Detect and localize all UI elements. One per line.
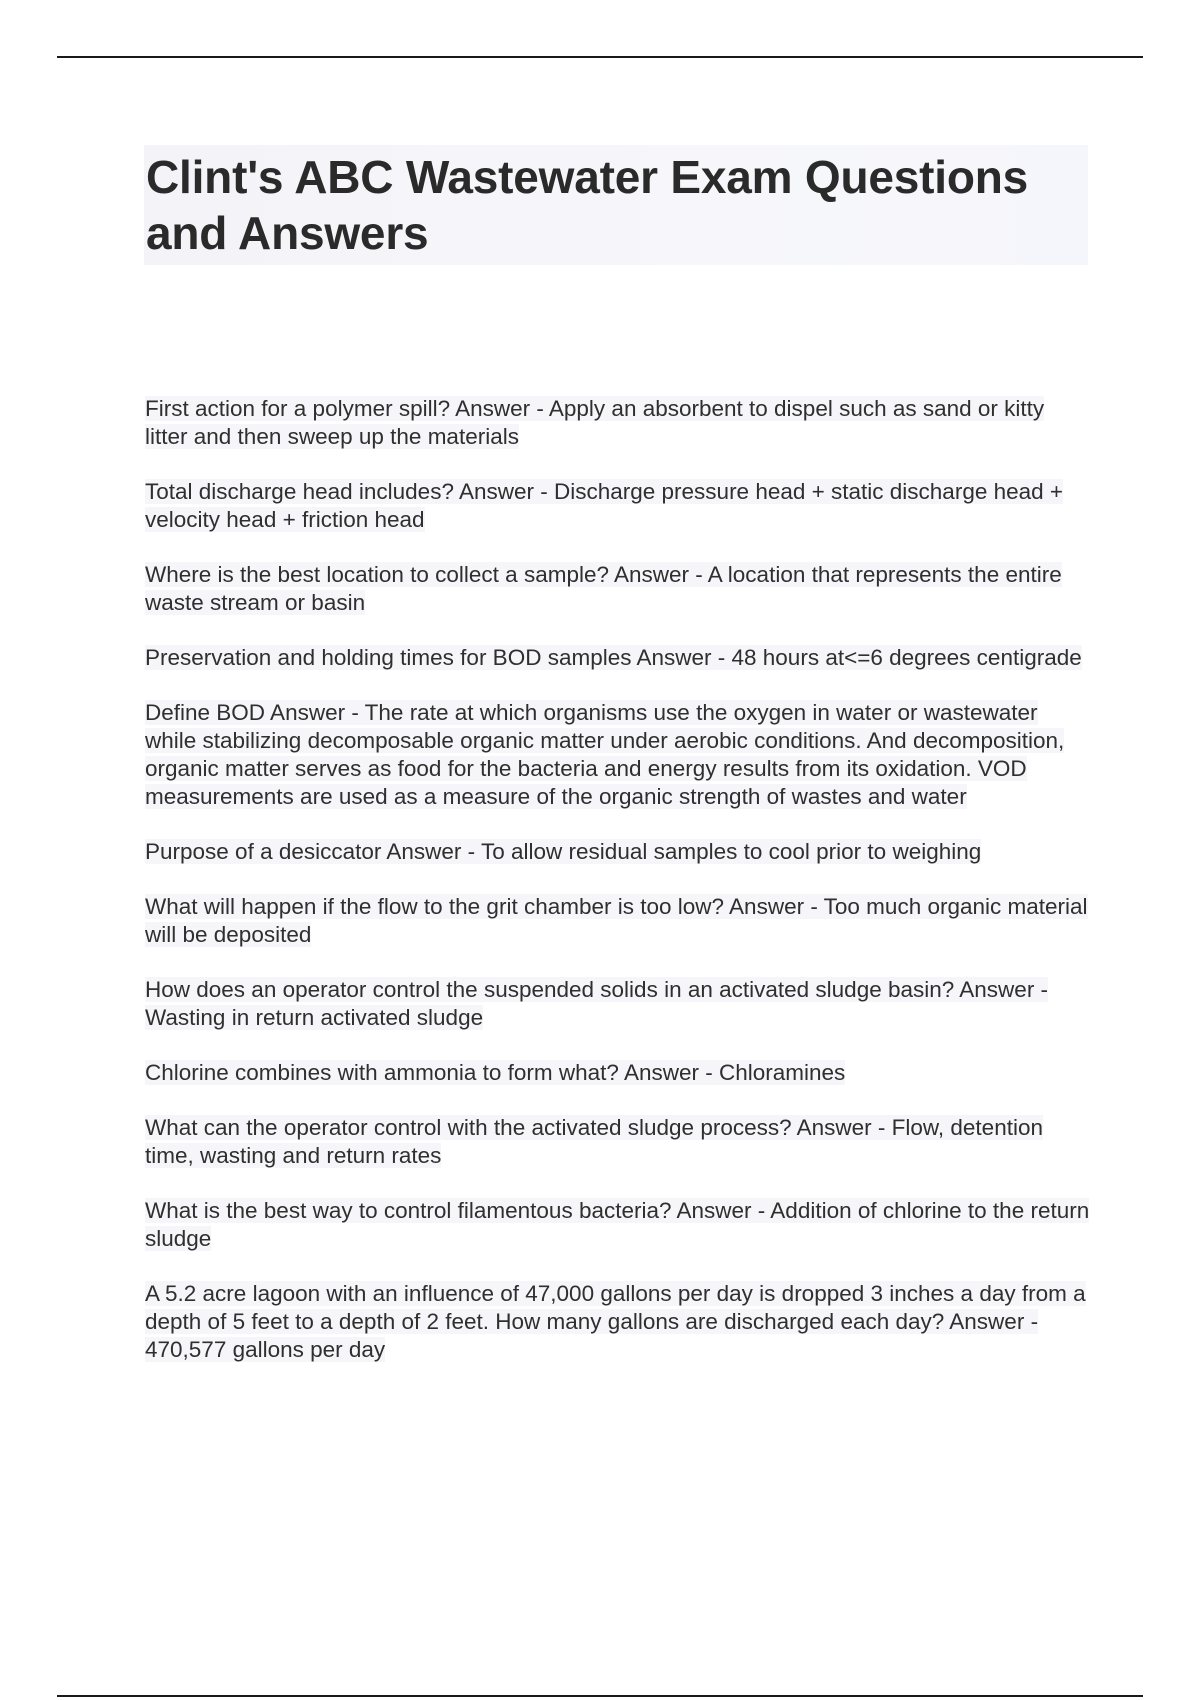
qa-list <box>145 395 1090 1391</box>
qa-item <box>145 1114 1090 1170</box>
qa-item <box>145 644 1090 672</box>
qa-item <box>145 893 1090 949</box>
qa-text: Define BOD Answer - The rate at which organisms use the oxygen in water or wastewater while stabilizing decomposable organic matter under aerobic conditions. And decomposition, organic matter serves as food for the bacteria and energy results from its oxidation. VOD measurements are used as a measure of the organic strength of wastes and water <box>145 700 1065 809</box>
bottom-divider <box>57 1695 1143 1697</box>
qa-text: Purpose of a desiccator Answer - To allow residual samples to cool prior to weighing <box>145 839 982 864</box>
document-title: Clint's ABC Wastewater Exam Questions and Answers <box>146 151 1029 259</box>
qa-text: First action for a polymer spill? Answer - Apply an absorbent to dispel such as sand or kitty litter and then sweep up the materials <box>145 396 1045 449</box>
top-divider <box>57 56 1143 58</box>
qa-text: A 5.2 acre lagoon with an influence of 47,000 gallons per day is dropped 3 inches a day from a depth of 5 feet to a depth of 2 feet. How many gallons are discharged each day? Answer - 470,577 gallons per day <box>145 1281 1086 1362</box>
qa-item <box>145 561 1090 617</box>
qa-text: What will happen if the flow to the grit chamber is too low? Answer - Too much organic material will be deposited <box>145 894 1088 947</box>
qa-item <box>145 1280 1090 1364</box>
qa-text: Preservation and holding times for BOD samples Answer - 48 hours at<=6 degrees centigrade <box>145 645 1082 670</box>
qa-item <box>145 395 1090 451</box>
qa-text: Where is the best location to collect a sample? Answer - A location that represents the entire waste stream or basin <box>145 562 1062 615</box>
qa-text: Chlorine combines with ammonia to form what? Answer - Chloramines <box>145 1060 846 1085</box>
qa-text: What can the operator control with the activated sludge process? Answer - Flow, detention time, wasting and return rates <box>145 1115 1043 1168</box>
qa-text: How does an operator control the suspended solids in an activated sludge basin? Answer - Wasting in return activated sludge <box>145 977 1049 1030</box>
qa-item <box>145 478 1090 534</box>
qa-item <box>145 838 1090 866</box>
title-block <box>144 145 1088 265</box>
qa-item <box>145 1197 1090 1253</box>
qa-text: Total discharge head includes? Answer - Discharge pressure head + static discharge head + velocity head + friction head <box>145 479 1064 532</box>
qa-item <box>145 976 1090 1032</box>
qa-item <box>145 1059 1090 1087</box>
qa-item <box>145 699 1090 811</box>
qa-text: What is the best way to control filamentous bacteria? Answer - Addition of chlorine to the return sludge <box>145 1198 1090 1251</box>
